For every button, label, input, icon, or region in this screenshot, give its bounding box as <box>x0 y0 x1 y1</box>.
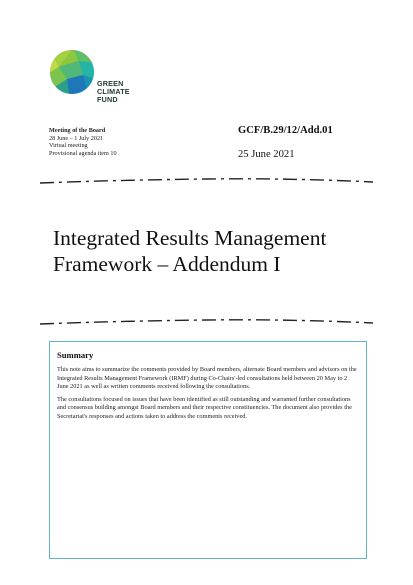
meeting-label: Meeting of the Board <box>49 127 106 134</box>
logo-word: CLIMATE <box>97 87 130 97</box>
decorative-divider <box>40 318 373 326</box>
logo-word: FUND <box>97 95 118 105</box>
summary-heading: Summary <box>57 350 94 360</box>
agenda-item: Provisional agenda item 10 <box>49 149 117 157</box>
summary-box <box>49 341 367 559</box>
green-climate-fund-globe-icon <box>49 49 95 95</box>
logo-word: GREEN <box>97 79 124 88</box>
summary-paragraph: This note aims to summarize the comments provided by Board members, alternate Board members and advisors on the Integrated Results Management Framework (IRMF) during Co-Chairs'-led consultations held between 20 May to 2 June 2021 as well as written comments received following the consultations. <box>57 366 357 391</box>
meeting-info <box>49 127 117 157</box>
title-line: Integrated Results Management <box>53 226 327 250</box>
title-line: Framework – Addendum I <box>53 252 281 276</box>
summary-paragraph: The consultations focused on issues that have been identified as still outstanding and warranted further consultations and consensus building amongst Board members and their respective constituencies. The document also provides the Secretariat's responses and actions taken to address the comments received. <box>57 395 352 420</box>
gcf-logo <box>49 49 144 109</box>
document-title <box>53 225 383 277</box>
document-code: GCF/B.29/12/Add.01 <box>238 125 333 136</box>
meeting-mode: Virtual meeting <box>49 142 88 150</box>
logo-wordmark <box>97 80 130 105</box>
meeting-dates: 28 June – 1 July 2021 <box>49 134 104 142</box>
decorative-divider <box>40 177 373 185</box>
document-date: 25 June 2021 <box>238 149 295 160</box>
